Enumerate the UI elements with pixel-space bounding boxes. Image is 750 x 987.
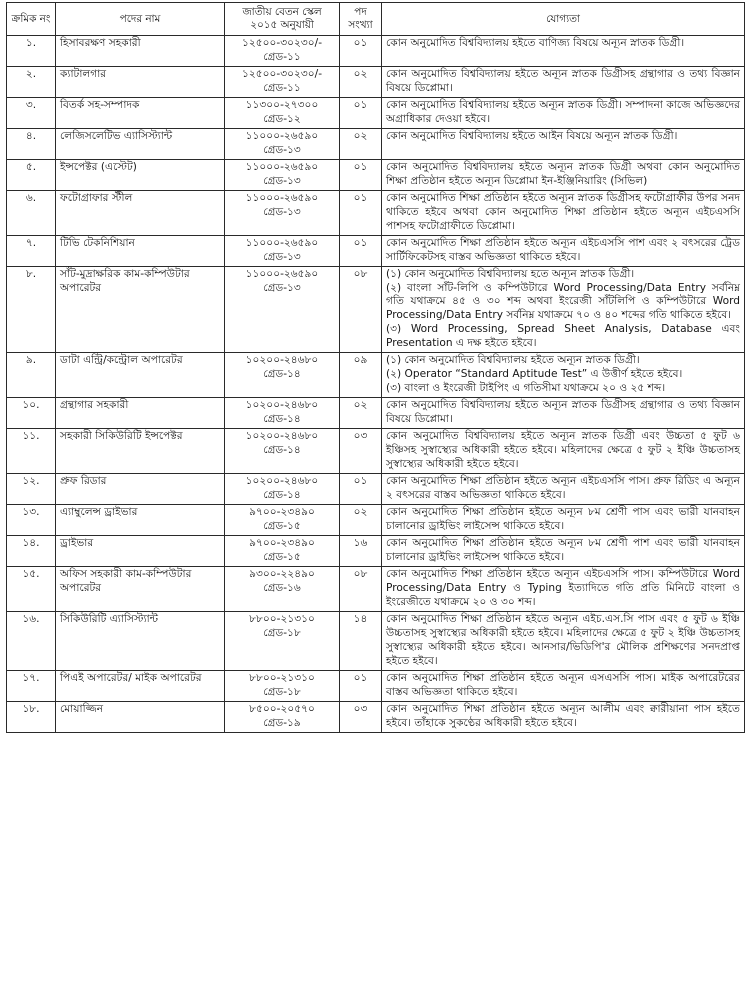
qualification-text: কোন অনুমোদিত শিক্ষা প্রতিষ্ঠান হইতে অন্যূন এইচএসসি পাশ এবং ২ বৎসরের ট্রেড সার্টিফিকেটসহ বাস্তব অভিজ্ঞতা থাকিতে হইবে। [386, 236, 740, 263]
pay-scale-range: ৮৮০০-২১৩১০ [249, 671, 315, 684]
pay-scale-range: ৯৩০০-২২৪৯০ [249, 567, 315, 580]
row-post-count: ০১ [340, 159, 382, 190]
row-post-count: ০১ [340, 474, 382, 505]
row-qualification [382, 398, 745, 429]
pay-grade: গ্রেড-১৮ [263, 626, 301, 639]
pay-scale-range: ৯৭০০-২৩৪৯০ [249, 536, 315, 549]
row-post-name: লেজিসলেটিভ এ্যাসিস্ট্যান্ট [56, 128, 225, 159]
row-serial: ৫. [7, 159, 56, 190]
pay-grade: গ্রেড-১৫ [263, 520, 301, 532]
pay-grade: গ্রেড-১২ [263, 112, 301, 125]
row-post-count: ০১ [340, 190, 382, 235]
row-post-count: ০২ [340, 505, 382, 536]
row-qualification [382, 566, 745, 611]
table-row [7, 429, 745, 474]
row-post-name: হিসাবরক্ষণ সহকারী [56, 36, 225, 67]
qualification-text: (১) কোন অনুমোদিত বিশ্ববিদ্যালয় হইতে অন্যূন স্নাতক ডিগ্রী। [386, 354, 640, 367]
table-row [7, 266, 745, 353]
pay-grade: গ্রেড-১৫ [263, 550, 301, 563]
table-row [7, 398, 745, 429]
pay-grade: গ্রেড-১১ [263, 81, 301, 94]
row-post-count: ০২ [340, 128, 382, 159]
row-serial: ৩. [7, 97, 56, 128]
row-post-count: ০৯ [340, 353, 382, 398]
qualification-text: (২) Operator “Standard Aptitude Test” এ উত্তীর্ণ হইতে হইবে। [386, 368, 683, 381]
row-pay-scale [225, 611, 340, 670]
table-row [7, 701, 745, 732]
pay-grade: গ্রেড-১৪ [263, 444, 301, 457]
row-post-count: ০৮ [340, 266, 382, 353]
pay-grade: গ্রেড-১৩ [263, 174, 301, 187]
row-serial: ১৮. [7, 701, 56, 732]
row-qualification [382, 505, 745, 536]
pay-scale-range: ১০২০০-২৪৬৮০ [245, 354, 319, 367]
row-post-count: ১৬ [340, 535, 382, 566]
table-row [7, 670, 745, 701]
row-pay-scale [225, 353, 340, 398]
pay-scale-range: ১১০০০-২৬৫৯০ [245, 267, 319, 280]
row-qualification [382, 97, 745, 128]
pay-scale-range: ১১০০০-২৬৫৯০ [245, 160, 319, 173]
row-serial: ১৭. [7, 670, 56, 701]
row-post-name: সাঁট-মুদ্রাক্ষরিক কাম-কম্পিউটার অপারেটর [56, 266, 225, 353]
row-qualification [382, 235, 745, 266]
pay-scale-range: ১১০০০-২৬৫৯০ [245, 191, 319, 204]
row-serial: ১৫. [7, 566, 56, 611]
qualification-text: (১) কোন অনুমোদিত বিশ্ববিদ্যালয় হতে অন্যূন স্নাতক ডিগ্রী। [386, 267, 635, 280]
table-body [7, 36, 745, 733]
row-post-name: প্রুফ রিডার [56, 474, 225, 505]
row-pay-scale [225, 505, 340, 536]
qualification-text: (২) বাংলা সাঁট-লিপি ও কম্পিউটারে Word Processing/Data Entry সর্বনিম্ন গতি যথাক্রমে ৪৫ ও ৩০ শব্দ অথবা ইংরেজী সাঁটলিপি ও কম্পিউটারে Word Processing/Data Entry সর্বনিম্ন যথাক্রমে ৭০ ও ৪০ শব্দের গতি থাকিতে হইবে। [386, 281, 740, 322]
row-qualification [382, 266, 745, 353]
row-qualification [382, 611, 745, 670]
row-serial: ২. [7, 66, 56, 97]
pay-grade: গ্রেড-১৩ [263, 281, 301, 294]
pay-grade: গ্রেড-১১ [263, 50, 301, 63]
row-post-name: সিকিউরিটি এ্যাসিস্ট্যান্ট [56, 611, 225, 670]
row-qualification [382, 353, 745, 398]
row-post-name: মোয়াজ্জিন [56, 701, 225, 732]
row-qualification [382, 474, 745, 505]
pay-grade: গ্রেড-১৩ [263, 143, 301, 156]
row-pay-scale [225, 535, 340, 566]
qualification-text: কোন অনুমোদিত বিশ্ববিদ্যালয় হইতে অন্যূন স্নাতক ডিগ্রীসহ গ্রন্থাগার ও তথ্য বিজ্ঞান বিষয়ে ডিপ্লোমা। [386, 399, 740, 426]
table-row [7, 159, 745, 190]
pay-scale-range: ১০২০০-২৪৬৮০ [245, 430, 319, 443]
row-post-count: ০৩ [340, 701, 382, 732]
row-pay-scale [225, 36, 340, 67]
table-row [7, 36, 745, 67]
pay-scale-range: ১০২০০-২৪৬৮০ [245, 475, 319, 488]
header-serial: ক্রমিক নং [7, 3, 56, 36]
table-row [7, 535, 745, 566]
row-pay-scale [225, 670, 340, 701]
row-post-name: সহকারী সিকিউরিটি ইন্সপেক্টর [56, 429, 225, 474]
header-post-count: পদ সংখ্যা [340, 3, 382, 36]
row-post-name: বিতর্ক সহ-সম্পাদক [56, 97, 225, 128]
qualification-text: কোন অনুমোদিত শিক্ষা প্রতিষ্ঠান হইতে অন্যূন এসএসসি পাস। মাইক অপারেটরের বাস্তব অভিজ্ঞতা থাকিতে হইবে। [386, 671, 740, 698]
row-serial: ১৬. [7, 611, 56, 670]
pay-grade: গ্রেড-১৪ [263, 368, 301, 381]
row-qualification [382, 190, 745, 235]
row-post-count: ০৩ [340, 429, 382, 474]
pay-scale-range: ১১০০০-২৬৫৯০ [245, 236, 319, 249]
row-post-count: ০২ [340, 398, 382, 429]
qualification-text: কোন অনুমোদিত শিক্ষা প্রতিষ্ঠান হইতে অন্যূন এইচএসসি পাস। কম্পিউটারে Word Processing/Data Entry ও Typing ইত্যাদিতে গতি প্রতি মিনিটে বাংলা ও ইংরেজীতে যথাক্রমে ২০ ও ৩০ শব্দ। [386, 567, 740, 608]
row-post-name: অফিস সহকারী কাম-কম্পিউটার অপারেটর [56, 566, 225, 611]
row-serial: ৬. [7, 190, 56, 235]
pay-scale-range: ১১০০০-২৬৫৯০ [245, 129, 319, 142]
pay-grade: গ্রেড-১৪ [263, 489, 301, 502]
table-row [7, 353, 745, 398]
pay-grade: গ্রেড-১৯ [263, 716, 301, 729]
qualification-text: কোন অনুমোদিত শিক্ষা প্রতিষ্ঠান হইতে অন্যূন ৮ম শ্রেণী পাশ এবং ভারী যানবাহন চালানোর ড্রাইভিং লাইসেন্স থাকিতে হইবে। [386, 536, 740, 563]
row-post-count: ০১ [340, 36, 382, 67]
pay-scale-range: ১১৩০০-২৭৩০০ [245, 98, 319, 111]
row-qualification [382, 701, 745, 732]
row-post-name: ডাটা এন্ট্রি/কন্ট্রোল অপারেটর [56, 353, 225, 398]
row-serial: ৮. [7, 266, 56, 353]
row-serial: ১৩. [7, 505, 56, 536]
row-pay-scale [225, 190, 340, 235]
row-qualification [382, 535, 745, 566]
pay-scale-range: ১২৫০০-৩০২৩০/- [241, 37, 323, 49]
row-pay-scale [225, 97, 340, 128]
row-post-name: এ্যাম্বুলেন্স ড্রাইভার [56, 505, 225, 536]
qualification-text: কোন অনুমোদিত শিক্ষা প্রতিষ্ঠান হইতে অন্যূন ৮ম শ্রেণী পাস এবং ভারী যানবাহন চালানোর ড্রাইভিং লাইসেন্স থাকিতে হইবে। [386, 506, 740, 532]
row-post-name: টিভি টেকনিশিয়ান [56, 235, 225, 266]
qualification-text: কোন অনুমোদিত বিশ্ববিদ্যালয় হইতে আইন বিষয়ে অন্যূন স্নাতক ডিগ্রী। [386, 129, 678, 142]
row-post-name: ড্রাইভার [56, 535, 225, 566]
row-pay-scale [225, 474, 340, 505]
row-post-count: ১৪ [340, 611, 382, 670]
table-row [7, 235, 745, 266]
row-pay-scale [225, 66, 340, 97]
row-pay-scale [225, 235, 340, 266]
qualification-text: কোন অনুমোদিত শিক্ষা প্রতিষ্ঠান হইতে অন্যূন এইচএসসি পাস। প্রুফ রিডিং এ অন্যূন ২ বৎসরের বাস্তব অভিজ্ঞতা থাকিতে হইবে। [386, 475, 740, 502]
qualification-text: কোন অনুমোদিত বিশ্ববিদ্যালয় হইতে অন্যূন স্নাতক ডিগ্রী। সম্পাদনা কাজে অভিজ্ঞদের অগ্রাধিকার দেওয়া হইবে। [386, 98, 740, 125]
qualification-text: (৩) বাংলা ও ইংরেজী টাইপিং এ গতিসীমা যথাক্রমে ২০ ও ২৫ শব্দ। [386, 382, 666, 395]
row-pay-scale [225, 128, 340, 159]
row-post-count: ০১ [340, 235, 382, 266]
row-qualification [382, 128, 745, 159]
row-pay-scale [225, 266, 340, 353]
row-serial: ১৪. [7, 535, 56, 566]
table-row [7, 128, 745, 159]
row-serial: ১২. [7, 474, 56, 505]
pay-grade: গ্রেড-১৬ [263, 581, 301, 594]
row-pay-scale [225, 566, 340, 611]
pay-grade: গ্রেড-১৩ [263, 250, 301, 263]
row-serial: ১০. [7, 398, 56, 429]
row-post-name: ইন্সপেক্টর (এস্টেট) [56, 159, 225, 190]
header-post-name: পদের নাম [56, 3, 225, 36]
row-pay-scale [225, 398, 340, 429]
table-row [7, 190, 745, 235]
qualification-text: কোন অনুমোদিত বিশ্ববিদ্যালয় হইতে বাণিজ্য বিষয়ে অন্যূন স্নাতক ডিগ্রী। [386, 37, 685, 49]
row-serial: ৭. [7, 235, 56, 266]
pay-grade: গ্রেড-১৮ [263, 685, 301, 698]
row-post-count: ০৮ [340, 566, 382, 611]
row-post-name: গ্রন্থাগার সহকারী [56, 398, 225, 429]
qualification-text: কোন অনুমোদিত শিক্ষা প্রতিষ্ঠান হইতে অন্যূন এইচ.এস.সি পাস এবং ৫ ফুট ৬ ইঞ্চি উচ্চতাসহ সুস্বাস্থ্যের অধিকারী হইতে হইবে। মহিলাদের ক্ষেত্রে ৫ ফুট ২ ইঞ্চি উচ্চতাসহ সুস্বাস্থ্যের অধিকারী হইতে হইবে। আনসার/ভিডিপি'র মৌলিক প্রশিক্ষণের সনদপ্রাপ্ত হইতে হইবে। [386, 612, 740, 667]
pay-scale-range: ১২৫০০-৩০২৩০/- [241, 67, 323, 80]
pay-scale-range: ৯৭০০-২৩৪৯০ [249, 506, 315, 519]
row-qualification [382, 429, 745, 474]
row-qualification [382, 159, 745, 190]
row-post-name: পিএই অপারেটর/ মাইক অপারেটর [56, 670, 225, 701]
pay-scale-range: ৮৮০০-২১৩১০ [249, 612, 315, 625]
row-post-name: ক্যাটালগার [56, 66, 225, 97]
row-post-count: ০১ [340, 670, 382, 701]
qualification-text: কোন অনুমোদিত শিক্ষা প্রতিষ্ঠান হইতে অন্যূন স্নাতক ডিগ্রীসহ ফটোগ্রাফীর উপর সনদ থাকিতে হইবে অথবা কোন অনুমোদিত শিক্ষা প্রতিষ্ঠান হইতে অন্যূন এইচএসসি পাশসহ ফটোগ্রাফীতে ডিপ্লোমা। [386, 191, 740, 232]
row-serial: ৯. [7, 353, 56, 398]
header-qualification: যোগ্যতা [382, 3, 745, 36]
row-post-count: ০২ [340, 66, 382, 97]
row-pay-scale [225, 429, 340, 474]
row-serial: ১১. [7, 429, 56, 474]
pay-grade: গ্রেড-১৪ [263, 413, 301, 426]
pay-scale-range: ১০২০০-২৪৬৮০ [245, 399, 319, 412]
qualification-text: কোন অনুমোদিত বিশ্ববিদ্যালয় হইতে অন্যূন স্নাতক ডিগ্রী এবং উচ্চতা ৫ ফুট ৬ ইঞ্চিসহ সুস্বাস্থ্যের অধিকারী হইতে হইবে। মহিলাদের ক্ষেত্রে ৫ ফুট ২ ইঞ্চি উচ্চতাসহ সুস্বাস্থ্যের অধিকারী হইতে হইবে। [386, 430, 740, 471]
table-row [7, 566, 745, 611]
qualification-text: (৩) Word Processing, Spread Sheet Analysis, Database এবং Presentation এ দক্ষ হইতে হইবে। [386, 323, 740, 350]
row-serial: ৪. [7, 128, 56, 159]
table-row [7, 97, 745, 128]
table-row [7, 474, 745, 505]
table-row [7, 66, 745, 97]
row-post-count: ০১ [340, 97, 382, 128]
row-post-name: ফটোগ্রাফার স্টীল [56, 190, 225, 235]
table-header-row [7, 3, 745, 36]
row-qualification [382, 66, 745, 97]
row-serial: ১. [7, 36, 56, 67]
row-pay-scale [225, 159, 340, 190]
posts-table [6, 2, 745, 733]
qualification-text: কোন অনুমোদিত বিশ্ববিদ্যালয় হইতে অন্যূন স্নাতক ডিগ্রীসহ গ্রন্থাগার ও তথ্য বিজ্ঞান বিষয়ে ডিপ্লোমা। [386, 67, 740, 94]
header-pay-scale: জাতীয় বেতন স্কেল ২০১৫ অনুযায়ী [225, 3, 340, 36]
pay-grade: গ্রেড-১৩ [263, 205, 301, 218]
row-qualification [382, 36, 745, 67]
table-row [7, 505, 745, 536]
row-pay-scale [225, 701, 340, 732]
qualification-text: কোন অনুমোদিত শিক্ষা প্রতিষ্ঠান হইতে অন্যূন আলীম এবং ক্বারীয়ানা পাস হইতে হইবে। তাঁহাকে সুকণ্ঠের অধিকারী হইতে হইবে। [386, 702, 740, 729]
row-qualification [382, 670, 745, 701]
table-row [7, 611, 745, 670]
pay-scale-range: ৮৫০০-২০৫৭০ [249, 702, 315, 715]
qualification-text: কোন অনুমোদিত বিশ্ববিদ্যালয় হইতে অন্যূন স্নাতক ডিগ্রী অথবা কোন অনুমোদিত শিক্ষা প্রতিষ্ঠান হইতে অন্যূন ডিপ্লোমা ইন-ইঞ্জিনিয়ারিং (সিভিল) [386, 160, 740, 187]
